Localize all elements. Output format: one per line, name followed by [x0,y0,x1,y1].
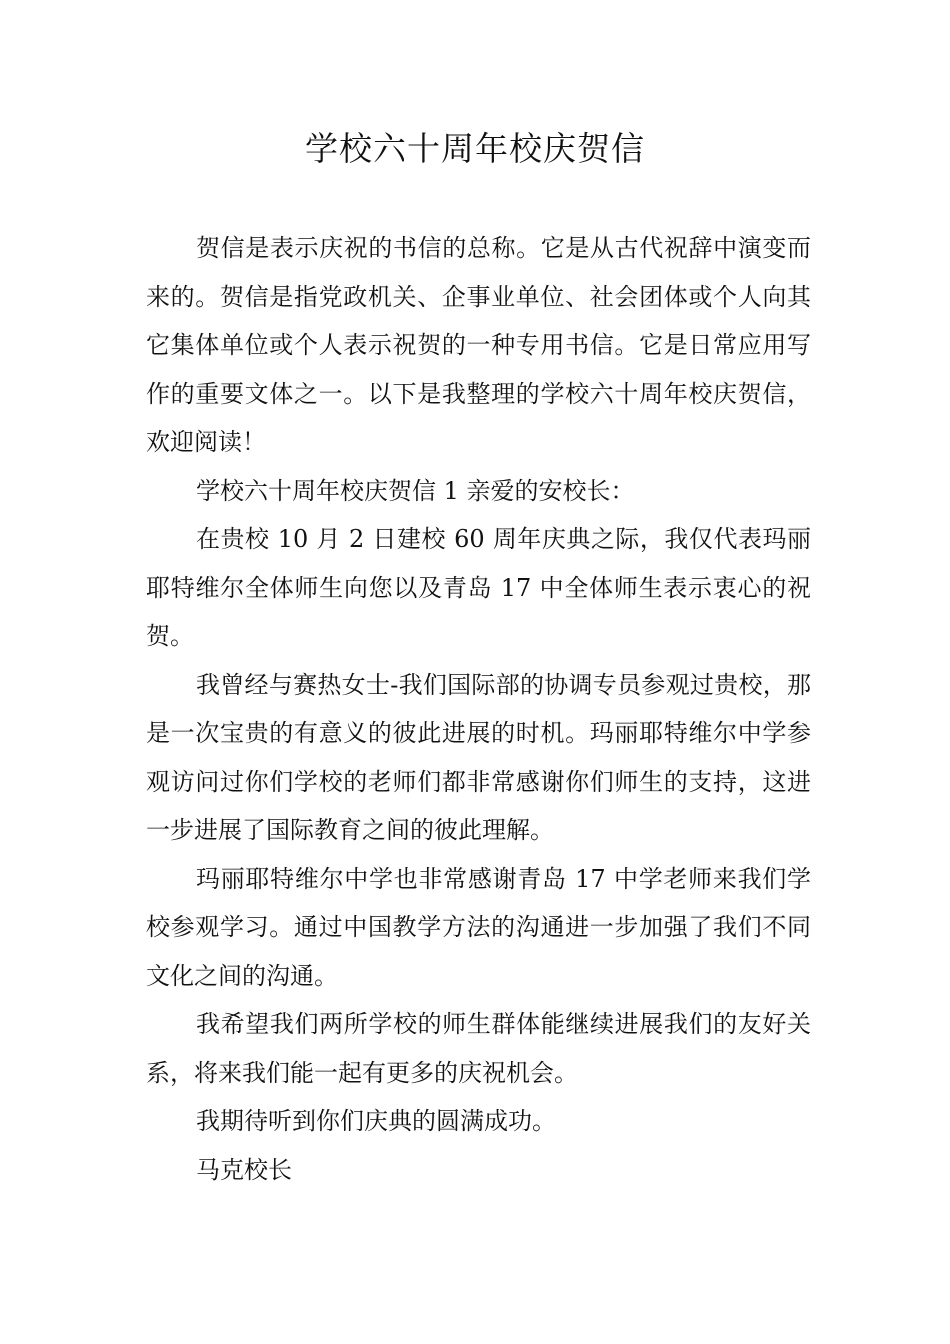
document-body [146,224,811,1194]
letter-paragraph: 在贵校 10 月 2 日建校 60 周年庆典之际，我仅代表玛丽耶特维尔全体师生向您以及青岛 17 中全体师生表示衷心的祝贺。 [146,525,811,650]
letter-closing: 我期待听到你们庆典的圆满成功。 [196,1107,556,1135]
intro-paragraph: 贺信是表示庆祝的书信的总称。它是从古代祝辞中演变而来的。贺信是指党政机关、企事业单位、社会团体或个人向其它集体单位或个人表示祝贺的一种专用书信。它是日常应用写作的重要文体之一。以下是我整理的学校六十周年校庆贺信，欢迎阅读！ [146,234,811,456]
letter-paragraph: 玛丽耶特维尔中学也非常感谢青岛 17 中学老师来我们学校参观学习。通过中国教学方法的沟通进一步加强了我们不同文化之间的沟通。 [146,864,811,990]
letter-paragraph: 我希望我们两所学校的师生群体能继续进展我们的友好关系，将来我们能一起有更多的庆祝机会。 [146,1010,811,1087]
document-title: 学校六十周年校庆贺信 [305,129,645,168]
letter-signature: 马克校长 [196,1155,292,1184]
letter-heading-salutation: 学校六十周年校庆贺信 1 亲爱的安校长： [196,476,635,505]
letter-paragraph: 我曾经与赛热女士-我们国际部的协调专员参观过贵校，那是一次宝贵的有意义的彼此进展的时机。玛丽耶特维尔中学参观访问过你们学校的老师们都非常感谢你们师生的支持，这进一步进展了国际教育之间的彼此理解。 [146,670,811,844]
